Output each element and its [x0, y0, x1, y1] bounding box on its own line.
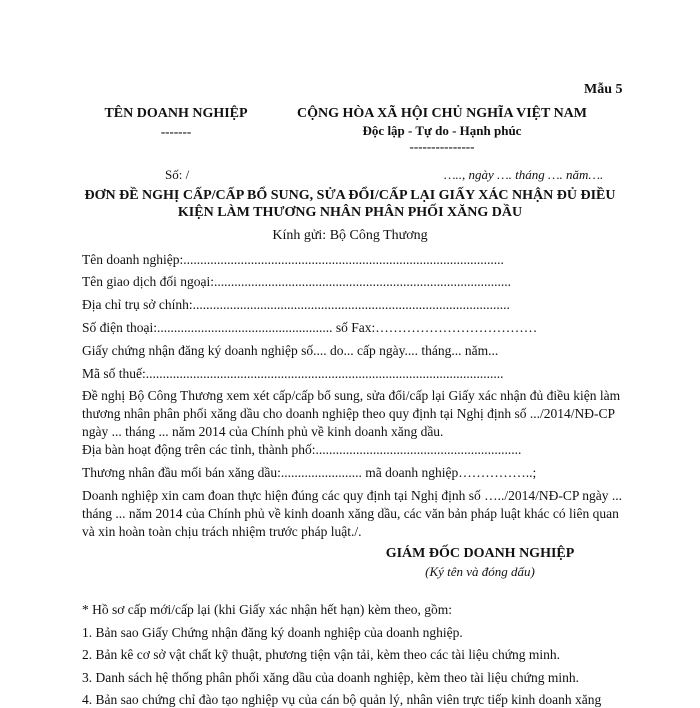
phone-fax-field: Số điện thoại:.................................................... số Fax:……………………………… — [82, 320, 538, 335]
document-title-line2: KIỆN LÀM THƯƠNG NHÂN PHÂN PHỐI XĂNG DẦU — [177, 205, 523, 220]
document-title-line1: ĐƠN ĐỀ NGHỊ CẤP/CẤP BỔ SUNG, SỬA ĐỔI/CẤP LẠI GIẤY XÁC NHẬN ĐỦ ĐIỀU — [84, 188, 616, 203]
attachment-item: 4. Bản sao chứng chỉ đào tạo nghiệp vụ của cán bộ quản lý, nhân viên trực tiếp kinh doanh xăng — [82, 692, 602, 707]
trade-name-field: Tên giao dịch đối ngoại:........................................................................................ — [82, 274, 511, 289]
proposal-paragraph: Đề nghị Bộ Công Thương xem xét cấp/cấp bổ sung, sửa đổi/cấp lại Giấy xác nhận đủ điều kiện làm thương nhân phân phối xăng dầu cho doanh nghiệp theo quy định tại Nghị định số .../2014/NĐ-CP ngày ... tháng ... năm 2014 của Chính phủ về kinh doanh xăng dầu. — [82, 388, 621, 439]
recipient: Kính gửi: Bộ Công Thương — [272, 228, 428, 243]
org-name: TÊN DOANH NGHIỆP — [104, 106, 248, 121]
ref-number: Số: / — [165, 167, 190, 182]
attachment-item: 2. Bản kê cơ sở vật chất kỹ thuật, phương tiện vận tải, kèm theo các tài liệu chứng minh. — [82, 647, 561, 662]
commitment-paragraph: Doanh nghiệp xin cam đoan thực hiện đúng các quy định tại Nghị định số …../2014/NĐ-CP ngày ... tháng ... năm 2014 của Chính phủ về kinh doanh xăng dầu, các văn bản pháp luật khác có liên quan và xin hoàn toàn chịu trách nhiệm trước pháp luật./. — [82, 488, 622, 539]
motto-dash: --------------- — [409, 139, 475, 154]
attachment-item: 1. Bản sao Giấy Chứng nhận đăng ký doanh nghiệp của doanh nghiệp. — [82, 625, 463, 640]
org-dash: ------- — [160, 124, 192, 139]
signature-title: GIÁM ĐỐC DOANH NGHIỆP — [385, 546, 575, 561]
registration-field: Giấy chứng nhận đăng ký doanh nghiệp số.... do... cấp ngày.... tháng... năm... — [82, 343, 499, 358]
date-line: ….., ngày …. tháng …. năm…. — [444, 167, 604, 182]
attachment-item: 3. Danh sách hệ thống phân phối xăng dầu của doanh nghiệp, kèm theo tài liệu chứng minh. — [82, 670, 579, 685]
signature-note: (Ký tên và đóng dấu) — [425, 564, 535, 579]
attachments-heading: * Hồ sơ cấp mới/cấp lại (khi Giấy xác nhận hết hạn) kèm theo, gồm: — [82, 602, 453, 617]
operating-area-field: Địa bàn hoạt động trên các tỉnh, thành phố:............................................................. — [82, 442, 522, 457]
company-name-field: Tên doanh nghiệp:............................................................................................... — [82, 252, 504, 267]
address-field: Địa chỉ trụ sở chính:.............................................................................................. — [82, 297, 510, 312]
form-label: Mẫu 5 — [584, 82, 623, 97]
country-name: CỘNG HÒA XÃ HỘI CHỦ NGHĨA VIỆT NAM — [296, 106, 587, 121]
key-trader-field: Thương nhân đầu mối bán xăng dầu:........................ mã doanh nghiệp……………..; — [82, 465, 537, 480]
tax-code-field: Mã số thuế:.......................................................................................................... — [82, 366, 504, 381]
motto: Độc lập - Tự do - Hạnh phúc — [362, 123, 522, 138]
